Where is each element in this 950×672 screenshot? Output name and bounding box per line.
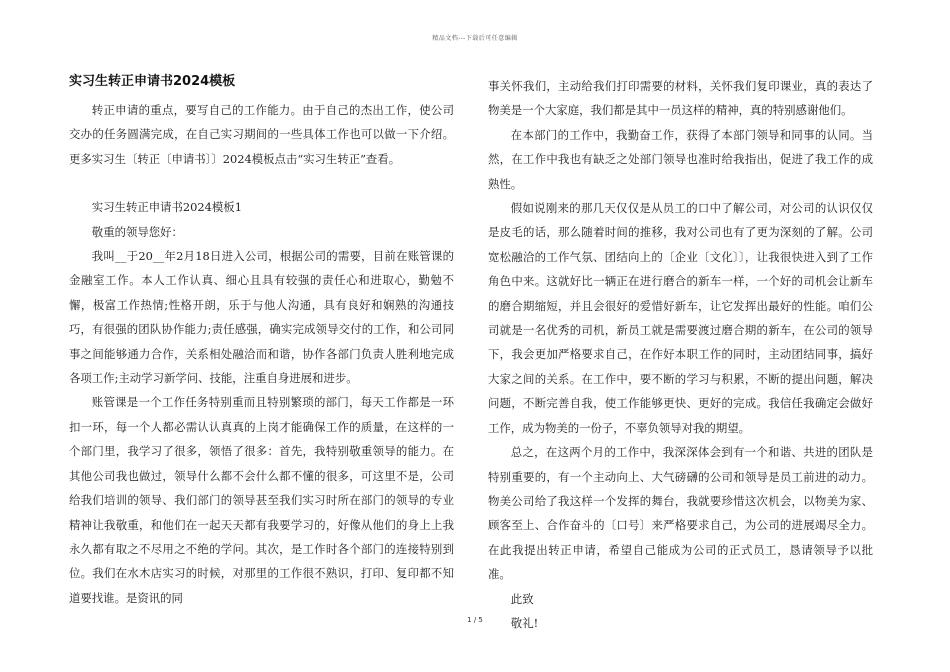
body-paragraph-3: 在本部门的工作中，我勤奋工作，获得了本部门领导和同事的认同。当然，在工作中我也有缺乏之处部门领导也准时给我指出，促进了我工作的成熟性。	[488, 127, 873, 191]
body-paragraph-2: 账管课是一个工作任务特别重而且特别繁琐的部门，每天工作都是一环扣一环，每一个人都必需认认真真的上岗才能确保工作的质量，在这样的一个部门里，我学习了很多，领悟了很多：首先，我特别敬重领导的能力。在其他公司我也做过，领导什么都不会什么都不懂的很多，可这里不是，公司给我们培训的领导、我们部门的领导甚至我们实习时所在部门的领导的专业精神让我敬重，和他们在一起天天都有我要学习的，好像从他们的身上上我永久都有取之不尽用之不绝的学问。其次，是工作时各个部门的连接特别到位。我们在水木店实习的时候，对那里的工作很不熟识，打印、复印都不知道要找谁。是资讯的同	[69, 395, 454, 605]
body-paragraph-5: 总之，在这两个月的工作中，我深深体会到有一个和谐、共进的团队是特别重要的，有一个主动向上、大气磅礴的公司和领导是员工前进的动力。物美公司给了我这样一个发挥的舞台，我就要珍惜这次机会，以物美为家、顾客至上、合作奋斗的〔口号〕来严格要求自己，为公司的进展竭尽全力。在此我提出转正申请，希望自己能成为公司的正式员工，恳请领导予以批准。	[488, 445, 873, 582]
page-number: 1 / 5	[467, 616, 483, 624]
page-header: 精品文档---下载后可任意编辑	[432, 35, 518, 42]
section-heading: 实习生转正申请书2024模板1	[91, 200, 242, 215]
body-paragraph-4: 假如说刚来的那几天仅仅是从员工的口中了解公司，对公司的认识仅仅是皮毛的话，那么随着时间的推移，我对公司也有了更为深刻的了解。公司宽松融洽的工作气氛、团结向上的〔企业〔文化〕〕，让我很快进入到了工作角色中来。这就好比一辆正在进行磨合的新车一样，一个好的司机会让新车的磨合期缩短，并且会很好的爱惜好新车，让它发挥出最好的性能。咱们公司就是一名优秀的司机，新员工就是需要渡过磨合期的新车，在公司的领导下，我会更加严格要求自己，在作好本职工作的同时，主动团结同事，搞好大家之间的关系。在工作中，要不断的学习与积累，不断的提出问题，解决问题，不断完善自我，使工作能够更快、更好的完成。我信任我确定会做好工作，成为物美的一份子，不辜负领导对我的期望。	[488, 201, 873, 435]
closing-line-2: 敬礼!	[510, 615, 539, 630]
intro-paragraph: 转正申请的重点，要写自己的工作能力。由于自己的杰出工作，使公司交办的任务圆满完成，在自己实习期间的一些具体工作也可以做一下介绍。更多实习生〔转正〔申请书〕〕2024模板点击“实习生转正”查看。	[69, 103, 454, 166]
document-title: 实习生转正申请书2024模板	[69, 74, 236, 89]
left-column	[69, 72, 454, 610]
closing-line-1: 此致	[510, 591, 534, 606]
right-column	[488, 74, 873, 635]
salutation: 敬重的领导您好：	[91, 224, 183, 239]
body-paragraph-2-continued: 事关怀我们，主动给我们打印需要的材料，关怀我们复印课业，真的表达了物美是一个大家庭，我们都是其中一员这样的精神，真的特别感谢他们。	[488, 79, 873, 118]
section-spacer	[69, 171, 454, 195]
body-paragraph-1: 我叫__于20__年2月18日进入公司，根据公司的需要，目前在账管课的金融室工作。本人工作认真、细心且具有较强的责任心和进取心，勤勉不懈，极富工作热情;性格开朗，乐于与他人沟通，具有良好和娴熟的沟通技巧，有很强的团队协作能力;责任感强，确实完成领导交付的工作，和公司同事之间能够通力合作，关系相处融洽而和谐，协作各部门负责人胜利地完成各项工作;主动学习新学问、技能，注重自身进展和进步。	[69, 249, 454, 386]
